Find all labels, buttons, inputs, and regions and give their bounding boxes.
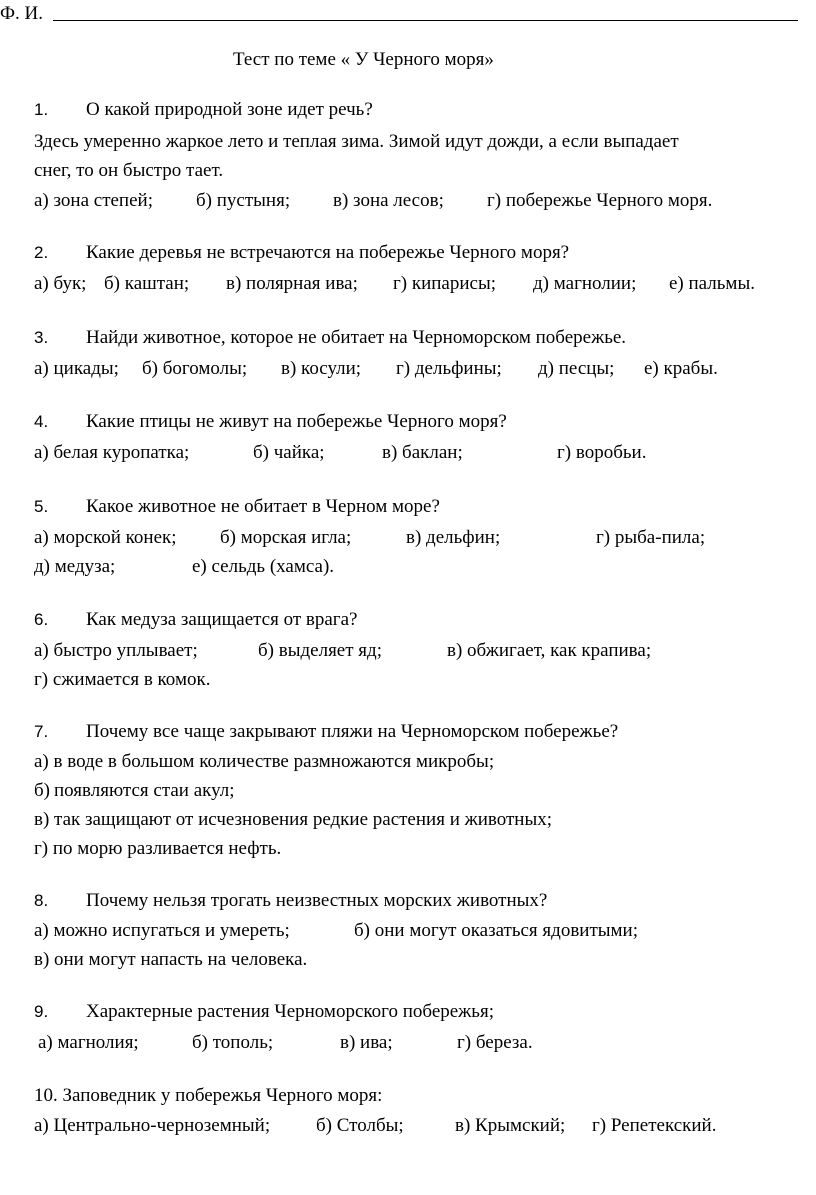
question-10 — [34, 1082, 382, 1110]
question-6 — [34, 606, 357, 634]
page-title: Тест по теме « У Черного моря» — [233, 49, 494, 70]
answer-option[interactable]: г) побережье Черного моря. — [487, 190, 713, 211]
question-text: Найди животное, которое не обитает на Черноморском побережье. — [86, 327, 627, 348]
question-intro-line: Здесь умеренно жаркое лето и теплая зима. Зимой идут дожди, а если выпадает — [34, 131, 679, 152]
question-number: 8. — [34, 891, 49, 910]
answer-option[interactable]: б) Столбы; — [316, 1115, 404, 1136]
answer-option[interactable]: в) зона лесов; — [333, 190, 444, 211]
question-text: Почему нельзя трогать неизвестных морских животных? — [86, 890, 548, 911]
question-text: Как медуза защищается от врага? — [86, 609, 358, 630]
answer-option[interactable]: г) сжимается в комок. — [34, 669, 211, 690]
answer-option[interactable]: г) кипарисы; — [393, 273, 497, 294]
answer-option[interactable]: в) ива; — [340, 1032, 393, 1053]
answer-option[interactable]: д) песцы; — [538, 358, 615, 379]
answer-option[interactable]: а) быстро уплывает; — [34, 640, 198, 661]
answer-option-letter[interactable]: б) — [34, 780, 50, 801]
question-text: Какие птицы не живут на побережье Черного моря? — [86, 411, 507, 432]
answer-option[interactable]: б) тополь; — [192, 1032, 274, 1053]
answer-option[interactable]: а) можно испугаться и умереть; — [34, 920, 290, 941]
answer-option[interactable]: б) каштан; — [104, 273, 190, 294]
answer-option[interactable]: г) Репетекский. — [592, 1115, 717, 1136]
answer-option[interactable]: а) бук; — [34, 273, 87, 294]
fio-blank-line[interactable] — [53, 20, 798, 21]
question-7 — [34, 718, 618, 746]
question-4 — [34, 408, 507, 436]
answer-option[interactable]: г) рыба-пила; — [596, 527, 706, 548]
answer-option[interactable]: появляются стаи акул; — [54, 780, 235, 801]
answer-option-letter[interactable]: в) — [34, 949, 50, 970]
question-number: 2. — [34, 243, 49, 262]
answer-option[interactable]: а) Центрально-черноземный; — [34, 1115, 271, 1136]
question-9 — [34, 998, 494, 1026]
question-text: Характерные растения Черноморского побережья; — [86, 1001, 494, 1022]
answer-option[interactable]: г) дельфины; — [396, 358, 502, 379]
question-number: 1. — [34, 100, 49, 119]
answer-option[interactable]: б) они могут оказаться ядовитыми; — [354, 920, 638, 941]
answer-option[interactable]: б) выделяет яд; — [258, 640, 382, 661]
answer-option[interactable]: б) богомолы; — [142, 358, 248, 379]
question-number: 4. — [34, 412, 49, 431]
question-3 — [34, 324, 626, 352]
answer-option[interactable]: в) дельфин; — [406, 527, 501, 548]
answer-option[interactable]: в) так защищают от исчезновения редкие растения и животных; — [34, 809, 553, 830]
answer-option[interactable]: б) пустыня; — [196, 190, 291, 211]
answer-option[interactable]: а) цикады; — [34, 358, 119, 379]
answer-option[interactable]: д) медуза; — [34, 556, 116, 577]
answer-option[interactable]: в) баклан; — [382, 442, 463, 463]
question-1 — [34, 96, 373, 124]
question-text: Почему все чаще закрывают пляжи на Черноморском побережье? — [86, 721, 619, 742]
fio-label: Ф. И. — [0, 3, 43, 24]
answer-option[interactable]: г) воробьи. — [557, 442, 647, 463]
answer-option[interactable]: е) сельдь (хамса). — [192, 556, 335, 577]
answer-option[interactable]: в) полярная ива; — [226, 273, 358, 294]
question-number: 5. — [34, 497, 49, 516]
question-8 — [34, 887, 547, 915]
question-2 — [34, 239, 569, 267]
question-number: 3. — [34, 328, 49, 347]
question-text: Какое животное не обитает в Черном море? — [86, 496, 440, 517]
answer-option[interactable]: б) чайка; — [253, 442, 325, 463]
question-number: 9. — [34, 1002, 49, 1021]
answer-option[interactable]: д) магнолии; — [533, 273, 637, 294]
answer-option[interactable]: они могут напасть на человека. — [54, 949, 308, 970]
answer-option[interactable]: а) в воде в большом количестве размножаются микробы; — [34, 751, 495, 772]
answer-option[interactable]: е) крабы. — [644, 358, 718, 379]
answer-option[interactable]: б) морская игла; — [220, 527, 352, 548]
question-number: 10. — [34, 1085, 58, 1106]
question-text: Какие деревья не встречаются на побережье Черного моря? — [86, 242, 570, 263]
answer-option[interactable]: е) пальмы. — [669, 273, 755, 294]
answer-option[interactable]: в) косули; — [281, 358, 362, 379]
question-number: 6. — [34, 610, 49, 629]
answer-option[interactable]: г) береза. — [457, 1032, 533, 1053]
answer-option[interactable]: а) морской конек; — [34, 527, 177, 548]
question-intro-line: снег, то он быстро тает. — [34, 160, 224, 181]
question-number: 7. — [34, 722, 49, 741]
answer-option[interactable]: в) Крымский; — [455, 1115, 566, 1136]
question-text: О какой природной зоне идет речь? — [86, 99, 373, 120]
answer-option[interactable]: а) зона степей; — [34, 190, 153, 211]
answer-option[interactable]: г) по морю разливается нефть. — [34, 838, 282, 859]
answer-option[interactable]: а) белая куропатка; — [34, 442, 190, 463]
question-5 — [34, 493, 440, 521]
answer-option[interactable]: в) обжигает, как крапива; — [447, 640, 652, 661]
question-text: Заповедник у побережья Черного моря: — [62, 1085, 383, 1106]
answer-option[interactable]: а) магнолия; — [38, 1032, 139, 1053]
